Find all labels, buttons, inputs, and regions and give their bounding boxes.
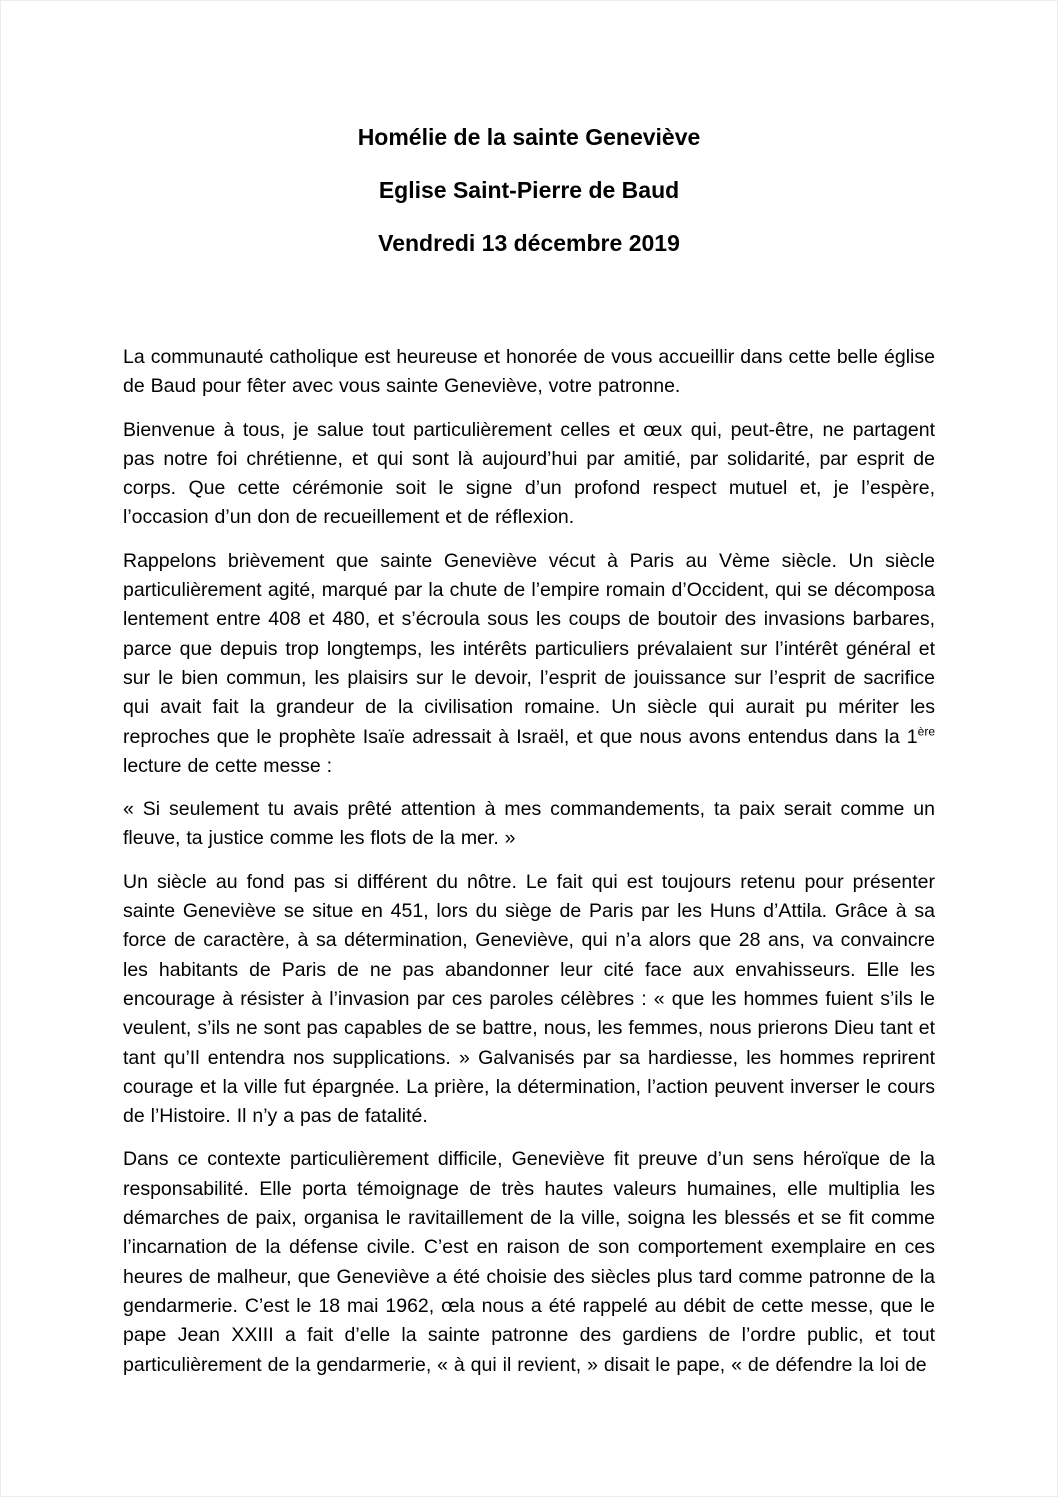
document-subtitle-date: Vendredi 13 décembre 2019: [378, 230, 680, 256]
paragraph-history-text-after: lecture de cette messe :: [123, 754, 333, 777]
paragraph-quote-isaiah: « Si seulement tu avais prêté attention à mes commandements, ta paix serait comme un fleuve, ta justice comme les flots de la mer. »: [123, 798, 935, 850]
paragraph-welcome: La communauté catholique est heureuse et honorée de vous accueillir dans cette belle église de Baud pour fêter avec vous sainte Geneviève, votre patronne.: [123, 346, 935, 398]
paragraph-siege-of-paris: Un siècle au fond pas si différent du nôtre. Le fait qui est toujours retenu pour présenter sainte Geneviève se situe en 451, lors du siège de Paris par les Huns d’Attila. Grâce à sa force de caractère, à sa détermination, Geneviève, qui n’a alors que 28 ans, va convaincre les habitants de Paris de ne pas abandonner leur cité face aux envahisseurs. Elle les encourage à résister à l’invasion par ces paroles célèbres : « que les hommes fuient s’ils le veulent, s’ils ne sont pas capables de se battre, nous, les femmes, nous prierons Dieu tant et tant qu’Il entendra nos supplications. » Galvanisés par sa hardiesse, les hommes reprirent courage et la ville fut épargnée. La prière, la détermination, l’action peuvent inverser le cours de l’Histoire. Il n’y a pas de fatalité.: [123, 870, 935, 1128]
document-title: Homélie de la sainte Geneviève: [357, 124, 701, 150]
paragraph-history-text: Rappelons brièvement que sainte Geneviève vécut à Paris au Vème siècle. Un siècle particulièrement agité, marqué par la chute de l’empire romain d’Occident, qui se décomposa lentement entre 408 et 480, et s’écroula sous les coups de boutoir des invasions barbares, parce que depuis trop longtemps, les intérêts particuliers prévalaient sur l’intérêt général et sur le bien commun, les plaisirs sur le devoir, l’esprit de jouissance sur l’esprit de sacrifice qui avait fait la grandeur de la civilisation romaine. Un siècle qui aurait pu mériter les reproches que le prophète Isaïe adressait à Israël, et que nous avons entendus dans la 1: [123, 549, 935, 748]
ordinal-superscript: ère: [917, 724, 935, 739]
paragraph-patronage: Dans ce contexte particulièrement difficile, Geneviève fit preuve d’un sens héroïque de la responsabilité. Elle porta témoignage de très hautes valeurs humaines, elle multiplia les démarches de paix, organisa le ravitaillement de la ville, soigna les blessés et se fit comme l’incarnation de la défense civile. C’est en raison de son comportement exemplaire en ces heures de malheur, que Geneviève a été choisie des siècles plus tard comme patronne de la gendarmerie. C’est le 18 mai 1962, œla nous a été rappelé au débit de cette messe, que le pape Jean XXIII a fait d’elle la sainte patronne des gardiens de l’ordre public, et tout particulièrement de la gendarmerie, « à qui il revient, » disait le pape, « de défendre la loi de: [123, 1148, 935, 1376]
paragraph-greeting: Bienvenue à tous, je salue tout particulièrement celles et œux qui, peut-être, ne partagent pas notre foi chrétienne, et qui sont là aujourd’hui par amitié, par solidarité, par esprit de corps. Que cette cérémonie soit le signe d’un profond respect mutuel et, je l’espère, l’occasion d’un don de recueillement et de réflexion.: [123, 418, 935, 529]
document-body: [123, 343, 935, 1380]
paragraph-history: [123, 547, 935, 781]
document-subtitle-church: Eglise Saint-Pierre de Baud: [378, 177, 680, 203]
document-header: [1, 1, 1057, 259]
